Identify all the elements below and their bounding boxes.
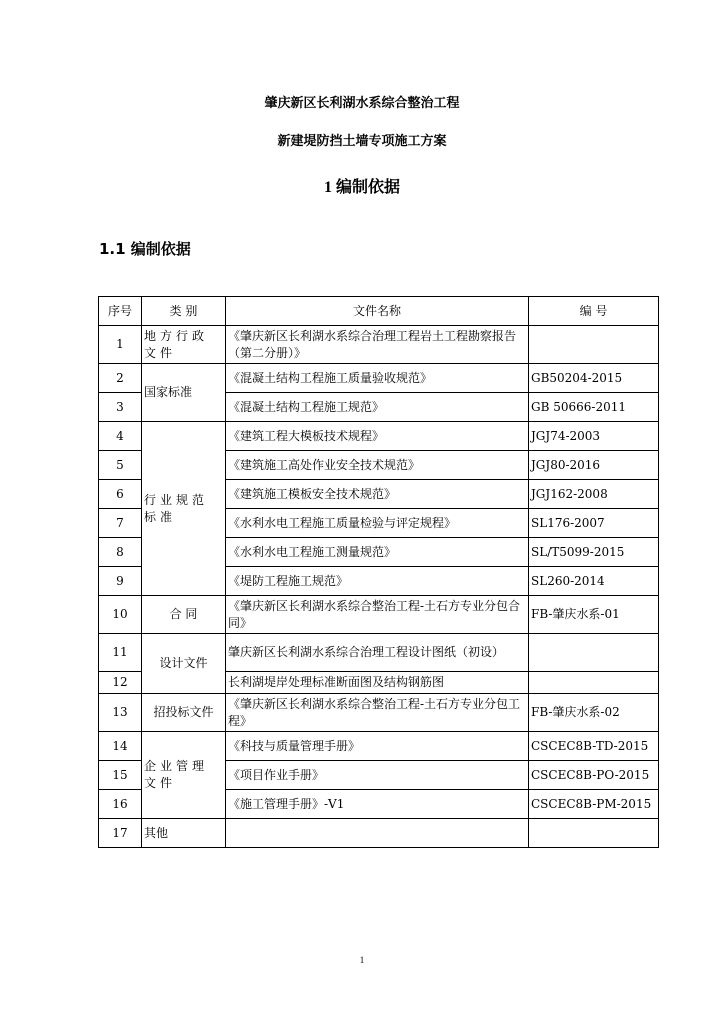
row-no: 10 (99, 596, 142, 634)
row-name: 《混凝土结构工程施工质量验收规范》 (226, 364, 529, 393)
row-name: 《建筑施工模板安全技术规范》 (226, 480, 529, 509)
row-no: 5 (99, 451, 142, 480)
row-no: 17 (99, 819, 142, 848)
row-category: 招投标文件 (142, 694, 226, 732)
row-category: 合 同 (142, 596, 226, 634)
row-code: GB50204-2015 (529, 364, 659, 393)
row-name: 《肇庆新区长利湖水系综合整治工程-土石方专业分包合同》 (226, 596, 529, 634)
project-title: 肇庆新区长利湖水系综合整治工程 (264, 96, 460, 111)
row-code: JGJ162-2008 (529, 480, 659, 509)
section-heading: 1.1 编制依据 (99, 240, 191, 258)
row-name (226, 819, 529, 848)
row-no: 11 (99, 634, 142, 672)
row-code: FB-肇庆水系-01 (529, 596, 659, 634)
row-no: 2 (99, 364, 142, 393)
row-name: 《水利水电工程施工质量检验与评定规程》 (226, 509, 529, 538)
row-name: 《施工管理手册》-V1 (226, 790, 529, 819)
row-name: 长利湖堤岸处理标准断面图及结构钢筋图 (226, 672, 529, 694)
table-row (99, 596, 659, 634)
row-no: 12 (99, 672, 142, 694)
header-category: 类 别 (142, 297, 226, 326)
row-no: 9 (99, 567, 142, 596)
row-name: 肇庆新区长利湖水系综合治理工程设计图纸（初设） (226, 634, 529, 672)
row-no: 3 (99, 393, 142, 422)
row-name: 《科技与质量管理手册》 (226, 732, 529, 761)
table-row (99, 694, 659, 732)
row-code: CSCEC8B-TD-2015 (529, 732, 659, 761)
row-no: 14 (99, 732, 142, 761)
row-no: 7 (99, 509, 142, 538)
row-name: 《肇庆新区长利湖水系综合治理工程岩土工程勘察报告（第二分册）》 (226, 326, 529, 364)
row-no: 16 (99, 790, 142, 819)
header-name: 文件名称 (226, 297, 529, 326)
row-name: 《堤防工程施工规范》 (226, 567, 529, 596)
row-code: JGJ74-2003 (529, 422, 659, 451)
table-row (99, 732, 659, 761)
row-category: 其他 (142, 819, 226, 848)
row-no: 6 (99, 480, 142, 509)
header-no: 序号 (99, 297, 142, 326)
row-category: 设计文件 (142, 634, 226, 694)
row-category: 国家标准 (142, 364, 226, 422)
table-row (99, 364, 659, 393)
header-code: 编 号 (529, 297, 659, 326)
chapter-heading: 1 编制依据 (323, 179, 400, 196)
table-row (99, 422, 659, 451)
row-name: 《建筑施工高处作业安全技术规范》 (226, 451, 529, 480)
row-code: JGJ80-2016 (529, 451, 659, 480)
row-code (529, 326, 659, 364)
row-name: 《肇庆新区长利湖水系综合整治工程-土石方专业分包工程》 (226, 694, 529, 732)
table-row (99, 819, 659, 848)
page-number: 1 (359, 955, 365, 965)
row-no: 1 (99, 326, 142, 364)
row-name: 《建筑工程大模板技术规程》 (226, 422, 529, 451)
table-row (99, 326, 659, 364)
row-category: 企业管理文件 (142, 732, 226, 819)
row-code: CSCEC8B-PO-2015 (529, 761, 659, 790)
row-no: 8 (99, 538, 142, 567)
row-code (529, 672, 659, 694)
row-name: 《项目作业手册》 (226, 761, 529, 790)
row-code (529, 819, 659, 848)
row-category: 地方行政文件 (142, 326, 226, 364)
row-no: 15 (99, 761, 142, 790)
row-code: SL/T5099-2015 (529, 538, 659, 567)
row-code (529, 634, 659, 672)
table-header-row (99, 297, 659, 326)
row-code: SL176-2007 (529, 509, 659, 538)
document-title: 新建堤防挡土墙专项施工方案 (277, 134, 447, 149)
row-category: 行业规范标准 (142, 422, 226, 596)
row-code: FB-肇庆水系-02 (529, 694, 659, 732)
row-no: 4 (99, 422, 142, 451)
row-name: 《水利水电工程施工测量规范》 (226, 538, 529, 567)
row-code: SL260-2014 (529, 567, 659, 596)
row-code: CSCEC8B-PM-2015 (529, 790, 659, 819)
row-no: 13 (99, 694, 142, 732)
row-code: GB 50666-2011 (529, 393, 659, 422)
basis-table (98, 296, 659, 848)
table-row (99, 634, 659, 672)
row-name: 《混凝土结构工程施工规范》 (226, 393, 529, 422)
